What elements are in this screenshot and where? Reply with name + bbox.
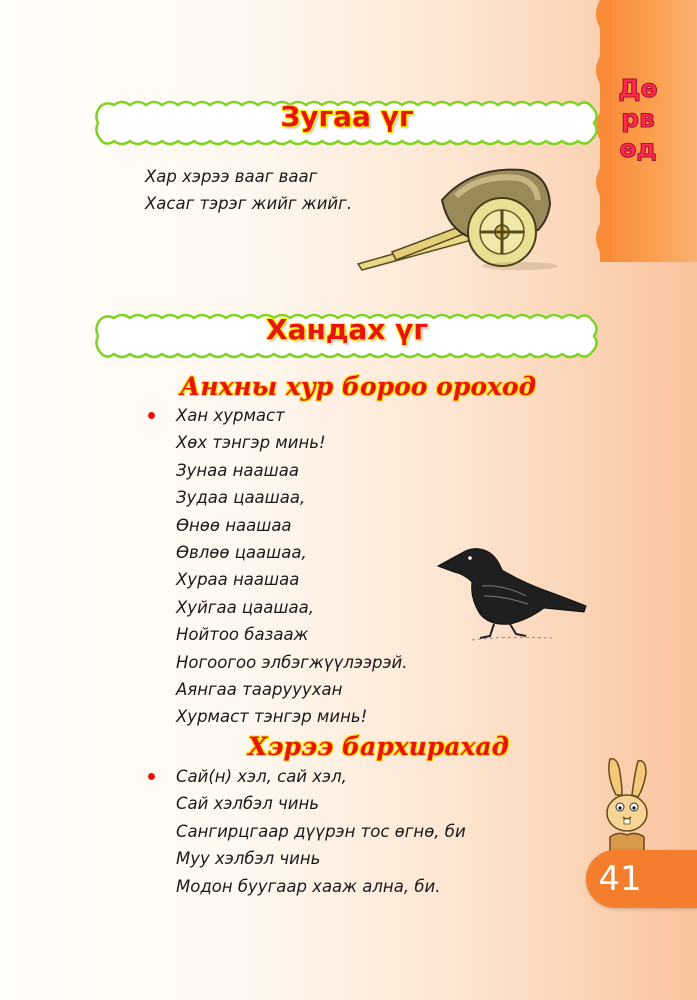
poem-line: Нойтоо базааж: [176, 625, 309, 645]
rabbit-illustration: [598, 755, 656, 855]
poem-line: Ногоогоо элбэгжүүлээрэй.: [176, 652, 408, 672]
poem-line: Модон буугаар хааж ална, би.: [176, 876, 441, 896]
section2-banner: [92, 310, 602, 360]
poem-line: Муу хэлбэл чинь: [176, 849, 321, 869]
poem-line: Зунаа наашаа: [176, 460, 299, 480]
poem-line: Сай(н) хэл, сай хэл,: [176, 767, 347, 786]
poem-line: Зудаа цаашаа,: [176, 488, 306, 508]
poem2-bullet: [148, 773, 155, 780]
poem1-bullet: [148, 412, 155, 419]
poem-line: Хар хэрээ вааг вааг: [145, 167, 318, 186]
side-tab-label: Дөрвөд: [618, 74, 658, 163]
poem1-body: [176, 402, 408, 731]
poem-line: Хасаг тэрэг жийг жийг.: [145, 194, 353, 214]
poem-line: Сангирцгаар дүүрэн тос өгнө, би: [176, 821, 466, 841]
section2-title: Хандах үг: [265, 313, 429, 346]
poem-line: Хан хурмаст: [176, 406, 285, 425]
poem1-title: Анхны хур бороо ороход: [180, 372, 536, 401]
section1-banner: [92, 97, 602, 147]
section1-poem: [145, 163, 352, 218]
section1-title: Зугаа үг: [280, 100, 414, 133]
crow-illustration: [432, 540, 592, 645]
poem-line: Хурмаст тэнгэр минь!: [176, 707, 368, 727]
poem-line: Өнөө наашаа: [176, 515, 292, 535]
poem-line: Хуйгаа цаашаа,: [176, 597, 314, 617]
poem-line: Аянгаа таарууухан: [176, 679, 343, 699]
poem-line: Хураа наашаа: [176, 570, 300, 590]
poem-line: Сай хэлбэл чинь: [176, 794, 319, 814]
poem-line: Хөх тэнгэр минь!: [176, 433, 326, 453]
page-number: 41: [598, 859, 642, 899]
cart-illustration: [352, 160, 562, 275]
poem-line: Өвлөө цаашаа,: [176, 542, 307, 562]
poem2-title: Хэрээ бархирахад: [248, 732, 509, 761]
poem2-body: [176, 763, 466, 900]
